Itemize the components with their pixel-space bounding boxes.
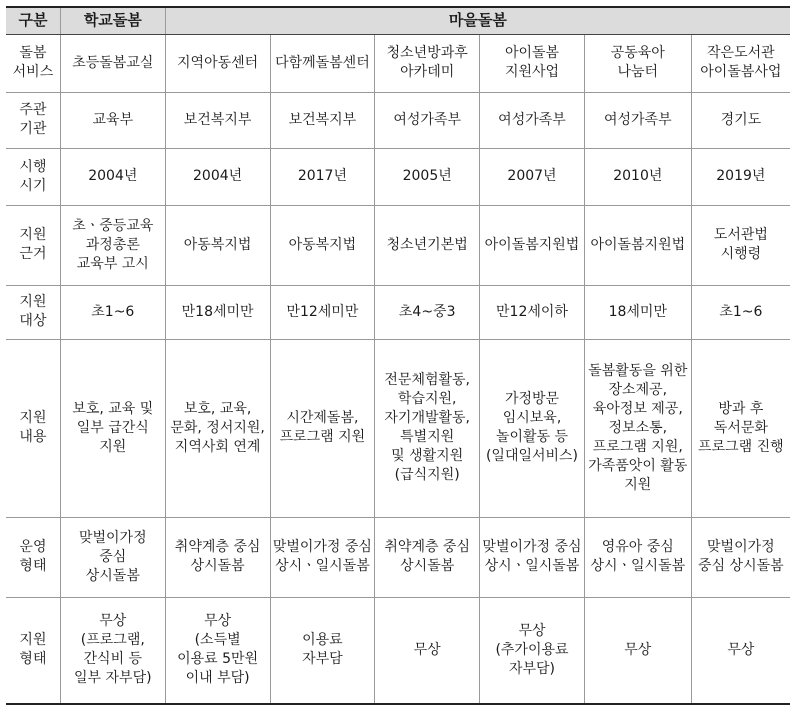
table-cell: 작은도서관 아이돌봄사업 <box>691 34 790 92</box>
table-cell: 경기도 <box>691 92 790 148</box>
table-cell: 여성가족부 <box>375 92 480 148</box>
table-cell: 시간제돌봄, 프로그램 지원 <box>270 339 375 517</box>
table-cell: 무상 (소득별 이용료 5만원 이내 부담) <box>165 597 270 704</box>
table-row <box>6 34 790 92</box>
table-cell: 초등돌봄교실 <box>60 34 165 92</box>
table-cell: 전문체험활동, 학습지원, 자기개발활동, 특별지원 및 생활지원 (급식지원) <box>375 339 480 517</box>
table-cell: 청소년기본법 <box>375 205 480 285</box>
table-row <box>6 597 790 704</box>
table-cell: 만12세미만 <box>270 285 375 339</box>
table-cell: 무상 (추가이용료 자부담) <box>480 597 585 704</box>
table-cell: 초1~6 <box>691 285 790 339</box>
table-cell: 초4~중3 <box>375 285 480 339</box>
table-cell: 이용료 자부담 <box>270 597 375 704</box>
table-row <box>6 148 790 205</box>
table-cell: 돌봄활동을 위한 장소제공, 육아정보 제공, 정보소통, 프로그램 지원, 가족품앗이 활동 지원 <box>584 339 691 517</box>
table-cell: 보건복지부 <box>165 92 270 148</box>
table-cell: 취약계층 중심 상시돌봄 <box>375 517 480 597</box>
table-cell: 아이돌봄지원법 <box>584 205 691 285</box>
table-cell: 방과 후 독서문화 프로그램 진행 <box>691 339 790 517</box>
table-cell: 아동복지법 <box>165 205 270 285</box>
row-header: 주관 기관 <box>6 92 60 148</box>
table-row <box>6 339 790 517</box>
table-cell: 2005년 <box>375 148 480 205</box>
header-village-care: 마을돌봄 <box>165 7 790 34</box>
table-cell: 보호, 교육 및 일부 급간식 지원 <box>60 339 165 517</box>
row-header: 운영 형태 <box>6 517 60 597</box>
table-cell: 초1~6 <box>60 285 165 339</box>
table-cell: 2017년 <box>270 148 375 205</box>
table-cell: 18세미만 <box>584 285 691 339</box>
table-cell: 2004년 <box>165 148 270 205</box>
table-cell: 아동복지법 <box>270 205 375 285</box>
care-services-table <box>6 6 790 705</box>
table-cell: 2007년 <box>480 148 585 205</box>
table-cell: 영유아 중심 상시ㆍ일시돌봄 <box>584 517 691 597</box>
row-header: 지원 대상 <box>6 285 60 339</box>
table-cell: 지역아동센터 <box>165 34 270 92</box>
table-header-row <box>6 7 790 34</box>
table-cell: 맞벌이가정 중심 상시ㆍ일시돌봄 <box>480 517 585 597</box>
table-cell: 맞벌이가정 중심 상시돌봄 <box>60 517 165 597</box>
table-cell: 공동육아 나눔터 <box>584 34 691 92</box>
table-row <box>6 205 790 285</box>
table-cell: 도서관법 시행령 <box>691 205 790 285</box>
table-cell: 초ㆍ중등교육 과정총론 교육부 고시 <box>60 205 165 285</box>
table-cell: 2004년 <box>60 148 165 205</box>
table-cell: 여성가족부 <box>584 92 691 148</box>
row-header: 지원 형태 <box>6 597 60 704</box>
header-category: 구분 <box>6 7 60 34</box>
table-cell: 만12세이하 <box>480 285 585 339</box>
header-school-care: 학교돌봄 <box>60 7 165 34</box>
table-cell: 2019년 <box>691 148 790 205</box>
table-cell: 청소년방과후 아카데미 <box>375 34 480 92</box>
table-cell: 다함께돌봄센터 <box>270 34 375 92</box>
table-cell: 취약계층 중심 상시돌봄 <box>165 517 270 597</box>
row-header: 지원 내용 <box>6 339 60 517</box>
table-cell: 무상 <box>691 597 790 704</box>
table-cell: 여성가족부 <box>480 92 585 148</box>
table-cell: 아이돌봄 지원사업 <box>480 34 585 92</box>
table-cell: 맞벌이가정 중심 상시돌봄 <box>691 517 790 597</box>
table-row <box>6 517 790 597</box>
table-cell: 가정방문 임시보육, 놀이활동 등 (일대일서비스) <box>480 339 585 517</box>
table-cell: 무상 (프로그램, 간식비 등 일부 자부담) <box>60 597 165 704</box>
table-cell: 교육부 <box>60 92 165 148</box>
table-cell: 2010년 <box>584 148 691 205</box>
table-cell: 보건복지부 <box>270 92 375 148</box>
table-cell: 만18세미만 <box>165 285 270 339</box>
table-cell: 무상 <box>375 597 480 704</box>
row-header: 시행 시기 <box>6 148 60 205</box>
table-cell: 무상 <box>584 597 691 704</box>
table-cell: 맞벌이가정 중심 상시ㆍ일시돌봄 <box>270 517 375 597</box>
table-cell: 아이돌봄지원법 <box>480 205 585 285</box>
row-header: 돌봄 서비스 <box>6 34 60 92</box>
table-cell: 보호, 교육, 문화, 정서지원, 지역사회 연계 <box>165 339 270 517</box>
table-row <box>6 92 790 148</box>
row-header: 지원 근거 <box>6 205 60 285</box>
table-row <box>6 285 790 339</box>
